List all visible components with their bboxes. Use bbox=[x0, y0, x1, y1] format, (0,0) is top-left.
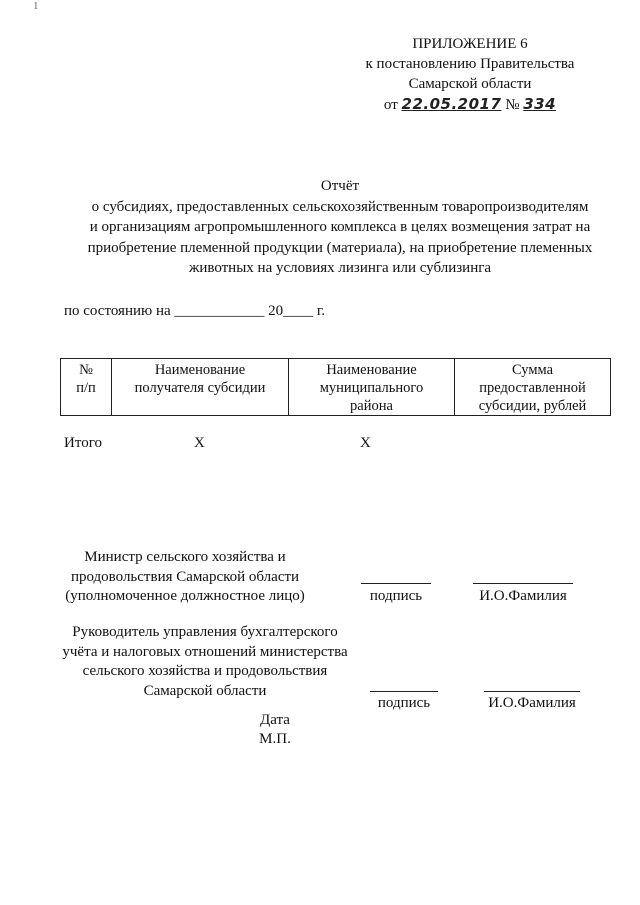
as-of-label: по состоянию на bbox=[64, 303, 171, 319]
header-district bbox=[289, 359, 455, 416]
stamp-label: М.П. bbox=[259, 731, 291, 747]
totals-label: Итого bbox=[64, 435, 102, 451]
table-header-row bbox=[61, 359, 611, 416]
signature1-line-2: продовольствия Самарской области bbox=[70, 568, 300, 585]
signature2-sign-caption: подпись bbox=[377, 695, 431, 711]
header-recipient-line-2: получателя субсидии bbox=[134, 380, 266, 396]
appendix-header bbox=[345, 34, 595, 115]
signature1-name-line bbox=[473, 582, 573, 584]
header-recipient-line-1: Наименование bbox=[154, 362, 246, 378]
report-title: Отчёт bbox=[320, 178, 360, 194]
header-number-line-1: № bbox=[79, 362, 93, 378]
totals-district-x: Х bbox=[360, 435, 371, 451]
as-of-date-blank: ____________ bbox=[174, 303, 265, 319]
report-title-line-3: приобретение племенной продукции (материала), на приобретение племенных bbox=[87, 239, 593, 256]
header-amount-line-1: Сумма bbox=[511, 362, 554, 378]
subsidy-table bbox=[60, 358, 611, 416]
signature1-line-1: Министр сельского хозяйства и bbox=[84, 549, 286, 565]
signature2-line-3: сельского хозяйства и продовольствия bbox=[82, 663, 328, 679]
page-corner-mark: 1 bbox=[33, 0, 39, 12]
totals-recipient-x: Х bbox=[194, 435, 205, 451]
signature1-position bbox=[60, 548, 310, 607]
header-number bbox=[61, 359, 112, 416]
appendix-number-handwritten: 334 bbox=[523, 95, 557, 113]
signature2-line-1: Руководитель управления бухгалтерского bbox=[72, 624, 338, 640]
as-of-suffix: г. bbox=[316, 303, 326, 319]
signature2-line-4: Самарской области bbox=[143, 682, 267, 699]
report-title-line-4: животных на условиях лизинга или сублизинга bbox=[188, 260, 492, 276]
header-amount-line-3: субсидии, рублей bbox=[478, 398, 587, 414]
signature2-name-line bbox=[484, 690, 580, 692]
date-stamp-block bbox=[230, 711, 320, 749]
appendix-date-handwritten: 22.05.2017 bbox=[401, 95, 502, 113]
signature2-position bbox=[60, 623, 350, 701]
report-title-block bbox=[60, 176, 620, 279]
header-amount-line-2: предоставленной bbox=[479, 380, 586, 396]
as-of-line bbox=[64, 303, 325, 320]
report-title-line-2: и организациям агропромышленного комплекса в целях возмещения затрат на bbox=[89, 219, 591, 235]
header-district-line-2: муниципального bbox=[319, 380, 424, 396]
as-of-year: 20____ bbox=[268, 303, 314, 319]
signature1-sign-line bbox=[361, 582, 431, 584]
appendix-line-region: Самарской области bbox=[408, 76, 532, 92]
signature2-line-2: учёта и налоговых отношений министерства bbox=[62, 643, 348, 660]
signature2-sign-line bbox=[370, 690, 438, 692]
signature1-name-caption: И.О.Фамилия bbox=[479, 588, 567, 604]
header-number-line-2: п/п bbox=[76, 380, 96, 396]
totals-row bbox=[64, 435, 624, 455]
appendix-from-label: от bbox=[383, 97, 398, 113]
header-amount bbox=[455, 359, 611, 416]
appendix-title: ПРИЛОЖЕНИЕ 6 bbox=[412, 36, 528, 52]
signature1-line-3: (уполномоченное должностное лицо) bbox=[65, 588, 305, 604]
appendix-line-resolution: к постановлению Правительства bbox=[365, 56, 575, 72]
report-title-line-1: о субсидиях, предоставленных сельскохозяйственным товаропроизводителям bbox=[91, 198, 589, 215]
date-label: Дата bbox=[260, 712, 290, 728]
appendix-number-label: № bbox=[505, 97, 520, 113]
header-recipient bbox=[112, 359, 289, 416]
header-district-line-1: Наименование bbox=[326, 362, 417, 378]
signature1-sign-caption: подпись bbox=[369, 588, 423, 604]
signature2-name-caption: И.О.Фамилия bbox=[488, 695, 576, 711]
appendix-date-line bbox=[345, 94, 595, 115]
header-district-line-3: района bbox=[350, 398, 393, 414]
